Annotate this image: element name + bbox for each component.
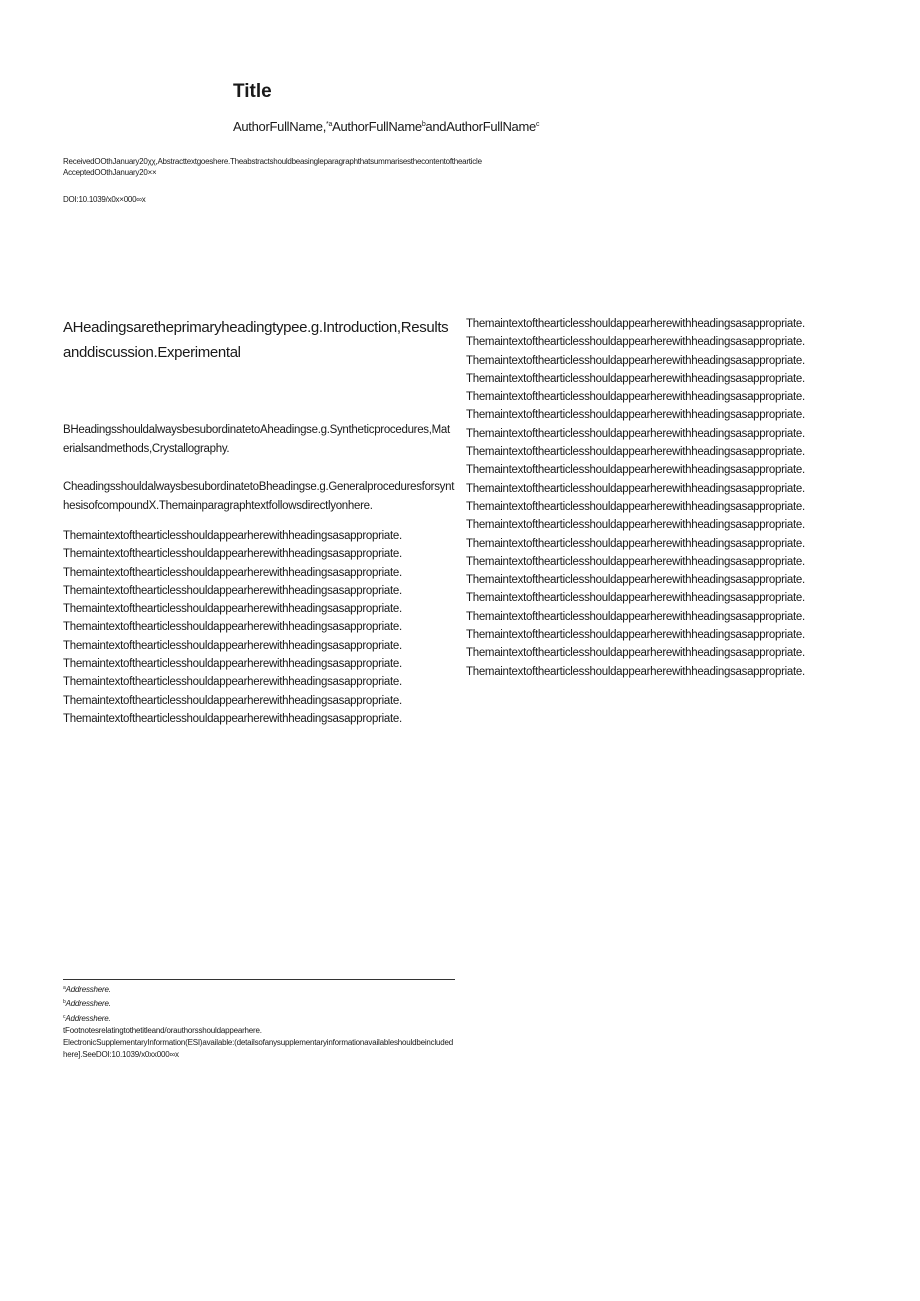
footnote-mark: c	[63, 1013, 66, 1020]
footnote-text: Addresshere.	[65, 1013, 111, 1023]
body-paragraph: Themaintextofthearticlesshouldappearherewithheadingsasappropriate.	[466, 519, 805, 532]
footnote-address-a	[63, 982, 455, 996]
received-and-abstract: ReceivedOOthJanuary20χχ,Abstracttextgoeshere.Theabstractshouldbeasingleparagraphthatsummarisesthecontentofthearticle	[63, 157, 482, 166]
footnote-text: Addresshere.	[65, 985, 111, 994]
body-paragraph: Themaintextofthearticlesshouldappearherewithheadingsasappropriate.	[63, 658, 402, 671]
body-paragraph: Themaintextofthearticlesshouldappearherewithheadingsasappropriate.	[466, 464, 805, 477]
footnote-mark: b	[63, 999, 66, 1006]
footnote-address-c	[63, 1011, 455, 1025]
body-paragraph: Themaintextofthearticlesshouldappearherewithheadingsasappropriate.	[466, 500, 805, 513]
body-paragraph: Themaintextofthearticlesshouldappearherewithheadingsasappropriate.	[63, 676, 402, 689]
body-paragraph: Themaintextofthearticlesshouldappearherewithheadingsasappropriate.	[63, 584, 402, 597]
right-column	[466, 315, 861, 681]
body-paragraph: Themaintextofthearticlesshouldappearherewithheadingsasappropriate.	[466, 537, 805, 550]
footnote-esi: ElectronicSupplementaryInformation(ESI)available:(detailsofanysupplementaryinformationavailableshouldbeincludedhere].SeeDOI:10.1039/x0xx000∞x	[63, 1038, 454, 1060]
body-paragraph: Themaintextofthearticlesshouldappearherewithheadingsasappropriate.	[466, 446, 805, 459]
footnote-divider	[63, 979, 455, 980]
body-paragraph: Themaintextofthearticlesshouldappearherewithheadingsasappropriate.	[63, 639, 402, 652]
footnote-address-b	[63, 996, 455, 1010]
body-paragraph: Themaintextofthearticlesshouldappearherewithheadingsasappropriate.	[63, 530, 402, 542]
body-paragraph: Themaintextofthearticlesshouldappearherewithheadingsasappropriate.	[466, 629, 805, 642]
accepted-date: AcceptedOOthJanuary20××	[63, 168, 157, 177]
body-paragraph: Themaintextofthearticlesshouldappearherewithheadingsasappropriate.	[466, 482, 805, 495]
author-affiliation-mark: *a	[326, 121, 333, 128]
right-paragraph-list	[466, 315, 861, 681]
left-paragraph-list	[63, 527, 455, 728]
body-paragraph: Themaintextofthearticlesshouldappearherewithheadingsasappropriate.	[466, 665, 805, 678]
author-affiliation-mark: b	[421, 121, 426, 128]
body-paragraph: Themaintextofthearticlesshouldappearherewithheadingsasappropriate.	[466, 354, 805, 367]
footnote-mark: a	[63, 985, 66, 991]
body-paragraph: Themaintextofthearticlesshouldappearherewithheadingsasappropriate.	[466, 647, 805, 660]
left-column	[63, 315, 455, 728]
body-paragraph: Themaintextofthearticlesshouldappearherewithheadingsasappropriate.	[63, 712, 402, 725]
footnote-text: Addresshere.	[65, 999, 111, 1009]
body-paragraph: Themaintextofthearticlesshouldappearherewithheadingsasappropriate.	[63, 566, 402, 579]
b-heading: BHeadingsshouldalwaysbesubordinatetoAheadingse.g.Syntheticprocedures,Materialsandmethods,Crystallography.	[63, 424, 450, 455]
a-heading: AHeadingsaretheprimaryheadingtypee.g.Introduction,Resultsanddiscussion.Experimental	[63, 319, 449, 361]
c-heading: CheadingsshouldalwaysbesubordinatetoBheadingse.g.GeneralproceduresforsynthesisofcompoundX.Themainparagraphtextfollowsdirectlyonhere.	[63, 481, 455, 512]
body-paragraph: Themaintextofthearticlesshouldappearherewithheadingsasappropriate.	[466, 409, 805, 422]
body-paragraph: Themaintextofthearticlesshouldappearherewithheadingsasappropriate.	[63, 603, 402, 616]
author-affiliation-mark: c	[535, 121, 540, 128]
doi: DOI:10.1039/x0x×000∞x	[63, 195, 146, 204]
body-paragraph: Themaintextofthearticlesshouldappearherewithheadingsasappropriate.	[466, 574, 805, 587]
footnotes	[63, 982, 455, 1062]
footnote-title-note: tFootnotesrelatingtothetitleand/orauthorsshouldappearhere.	[63, 1025, 262, 1035]
body-paragraph: Themaintextofthearticlesshouldappearherewithheadingsasappropriate.	[63, 548, 402, 561]
author-name: AuthorFullName	[332, 119, 422, 134]
body-paragraph: Themaintextofthearticlesshouldappearherewithheadingsasappropriate.	[63, 621, 402, 634]
body-paragraph: Themaintextofthearticlesshouldappearherewithheadingsasappropriate.	[466, 610, 805, 623]
author-list	[233, 119, 539, 134]
author-name: AuthorFullName,	[233, 119, 327, 134]
body-paragraph: Themaintextofthearticlesshouldappearherewithheadingsasappropriate.	[466, 427, 805, 440]
body-paragraph: Themaintextofthearticlesshouldappearherewithheadingsasappropriate.	[466, 336, 805, 349]
body-paragraph: Themaintextofthearticlesshouldappearherewithheadingsasappropriate.	[466, 391, 805, 404]
article-title: Title	[233, 81, 272, 102]
author-name: andAuthorFullName	[425, 119, 536, 134]
body-paragraph: Themaintextofthearticlesshouldappearherewithheadingsasappropriate.	[466, 372, 805, 385]
body-paragraph: Themaintextofthearticlesshouldappearherewithheadingsasappropriate.	[466, 592, 805, 605]
body-paragraph: Themaintextofthearticlesshouldappearherewithheadingsasappropriate.	[63, 694, 402, 707]
body-paragraph: Themaintextofthearticlesshouldappearherewithheadingsasappropriate.	[466, 318, 805, 330]
body-paragraph: Themaintextofthearticlesshouldappearherewithheadingsasappropriate.	[466, 555, 805, 568]
